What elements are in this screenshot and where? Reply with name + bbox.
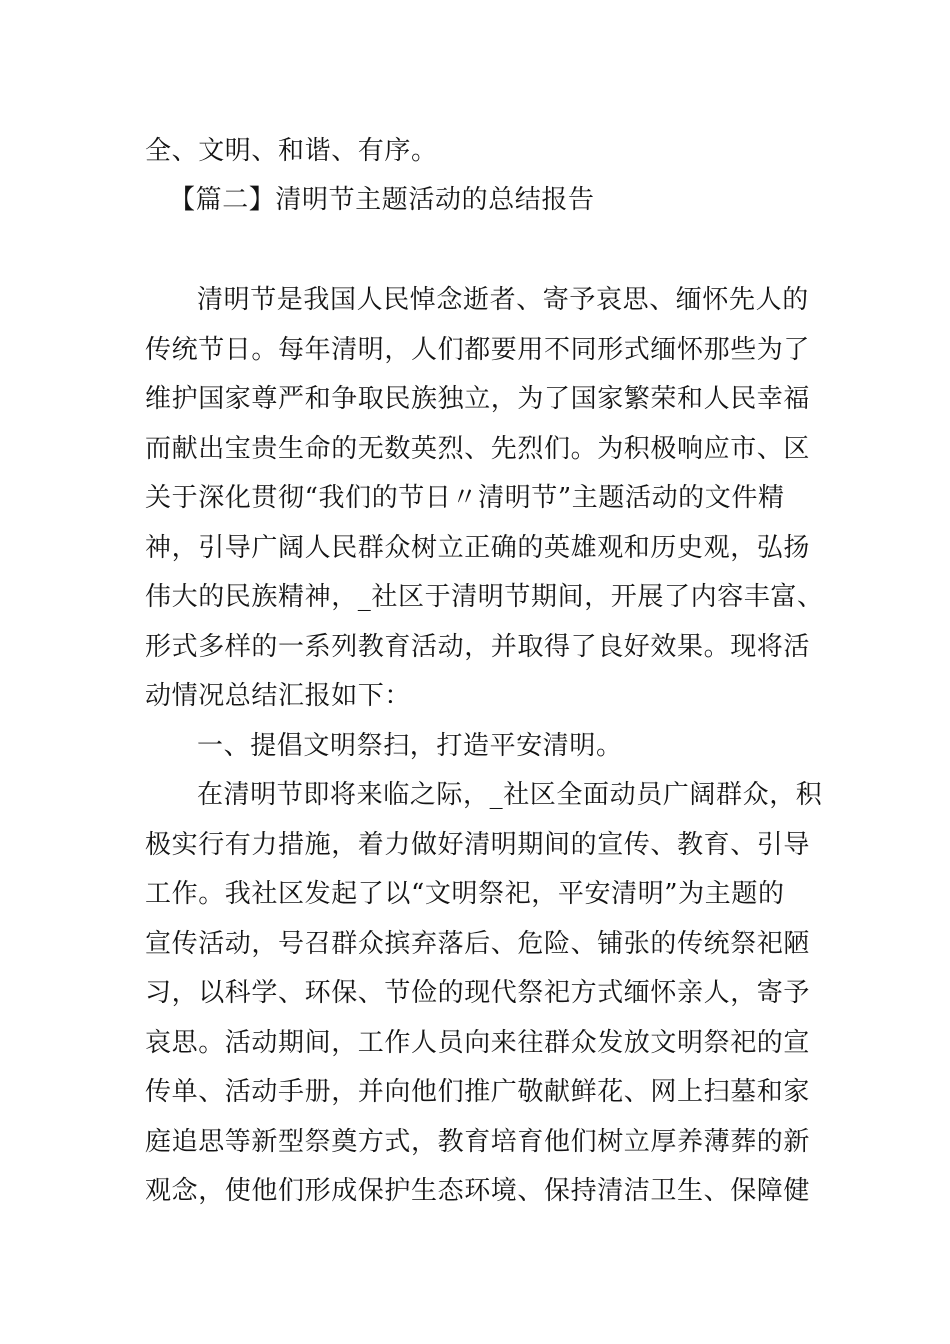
- text-line: 习，以科学、环保、节俭的现代祭祀方式缅怀亲人，寄予: [145, 978, 811, 1008]
- paragraph-start-line: 在清明节即将来临之际，_社区全面动员广阔群众，积: [197, 780, 823, 810]
- text-line: 维护国家尊严和争取民族独立，为了国家繁荣和人民幸福: [145, 384, 811, 414]
- subsection-heading: 一、提倡文明祭扫，打造平安清明。: [197, 731, 623, 761]
- text-line: 神，引导广阔人民群众树立正确的英雄观和历史观，弘扬: [145, 533, 811, 563]
- text-line: 传单、活动手册，并向他们推广敬献鲜花、网上扫墓和家: [145, 1077, 811, 1107]
- text-line: 极实行有力措施，着力做好清明期间的宣传、教育、引导: [145, 830, 811, 860]
- text-line: 传统节日。每年清明，人们都要用不同形式缅怀那些为了: [145, 335, 811, 365]
- text-line: 全、文明、和谐、有序。: [145, 136, 438, 166]
- text-line: 观念，使他们形成保护生态环境、保持清洁卫生、保障健: [145, 1176, 811, 1206]
- text-line: 宣传活动，号召群众摈弃落后、危险、铺张的传统祭祀陋: [145, 929, 811, 959]
- text-line: 关于深化贯彻“我们的节日〃清明节”主题活动的文件精: [145, 483, 785, 513]
- text-line: 而献出宝贵生命的无数英烈、先烈们。为积极响应市、区: [145, 434, 811, 464]
- text-line: 工作。我社区发起了以“文明祭祀，平安清明”为主题的: [145, 879, 785, 909]
- text-line: 庭追思等新型祭奠方式，教育培育他们树立厚养薄葬的新: [145, 1127, 811, 1157]
- text-line: 哀思。活动期间，工作人员向来往群众发放文明祭祀的宣: [145, 1028, 811, 1058]
- text-line: 动情况总结汇报如下：: [145, 681, 412, 711]
- paragraph-start-line: 清明节是我国人民悼念逝者、寄予哀思、缅怀先人的: [197, 285, 809, 315]
- text-line: 伟大的民族精神，_社区于清明节期间，开展了内容丰富、: [145, 582, 824, 612]
- text-line: 形式多样的一系列教育活动，并取得了良好效果。现将活: [145, 632, 811, 662]
- section-heading: 【篇二】清明节主题活动的总结报告: [169, 185, 595, 215]
